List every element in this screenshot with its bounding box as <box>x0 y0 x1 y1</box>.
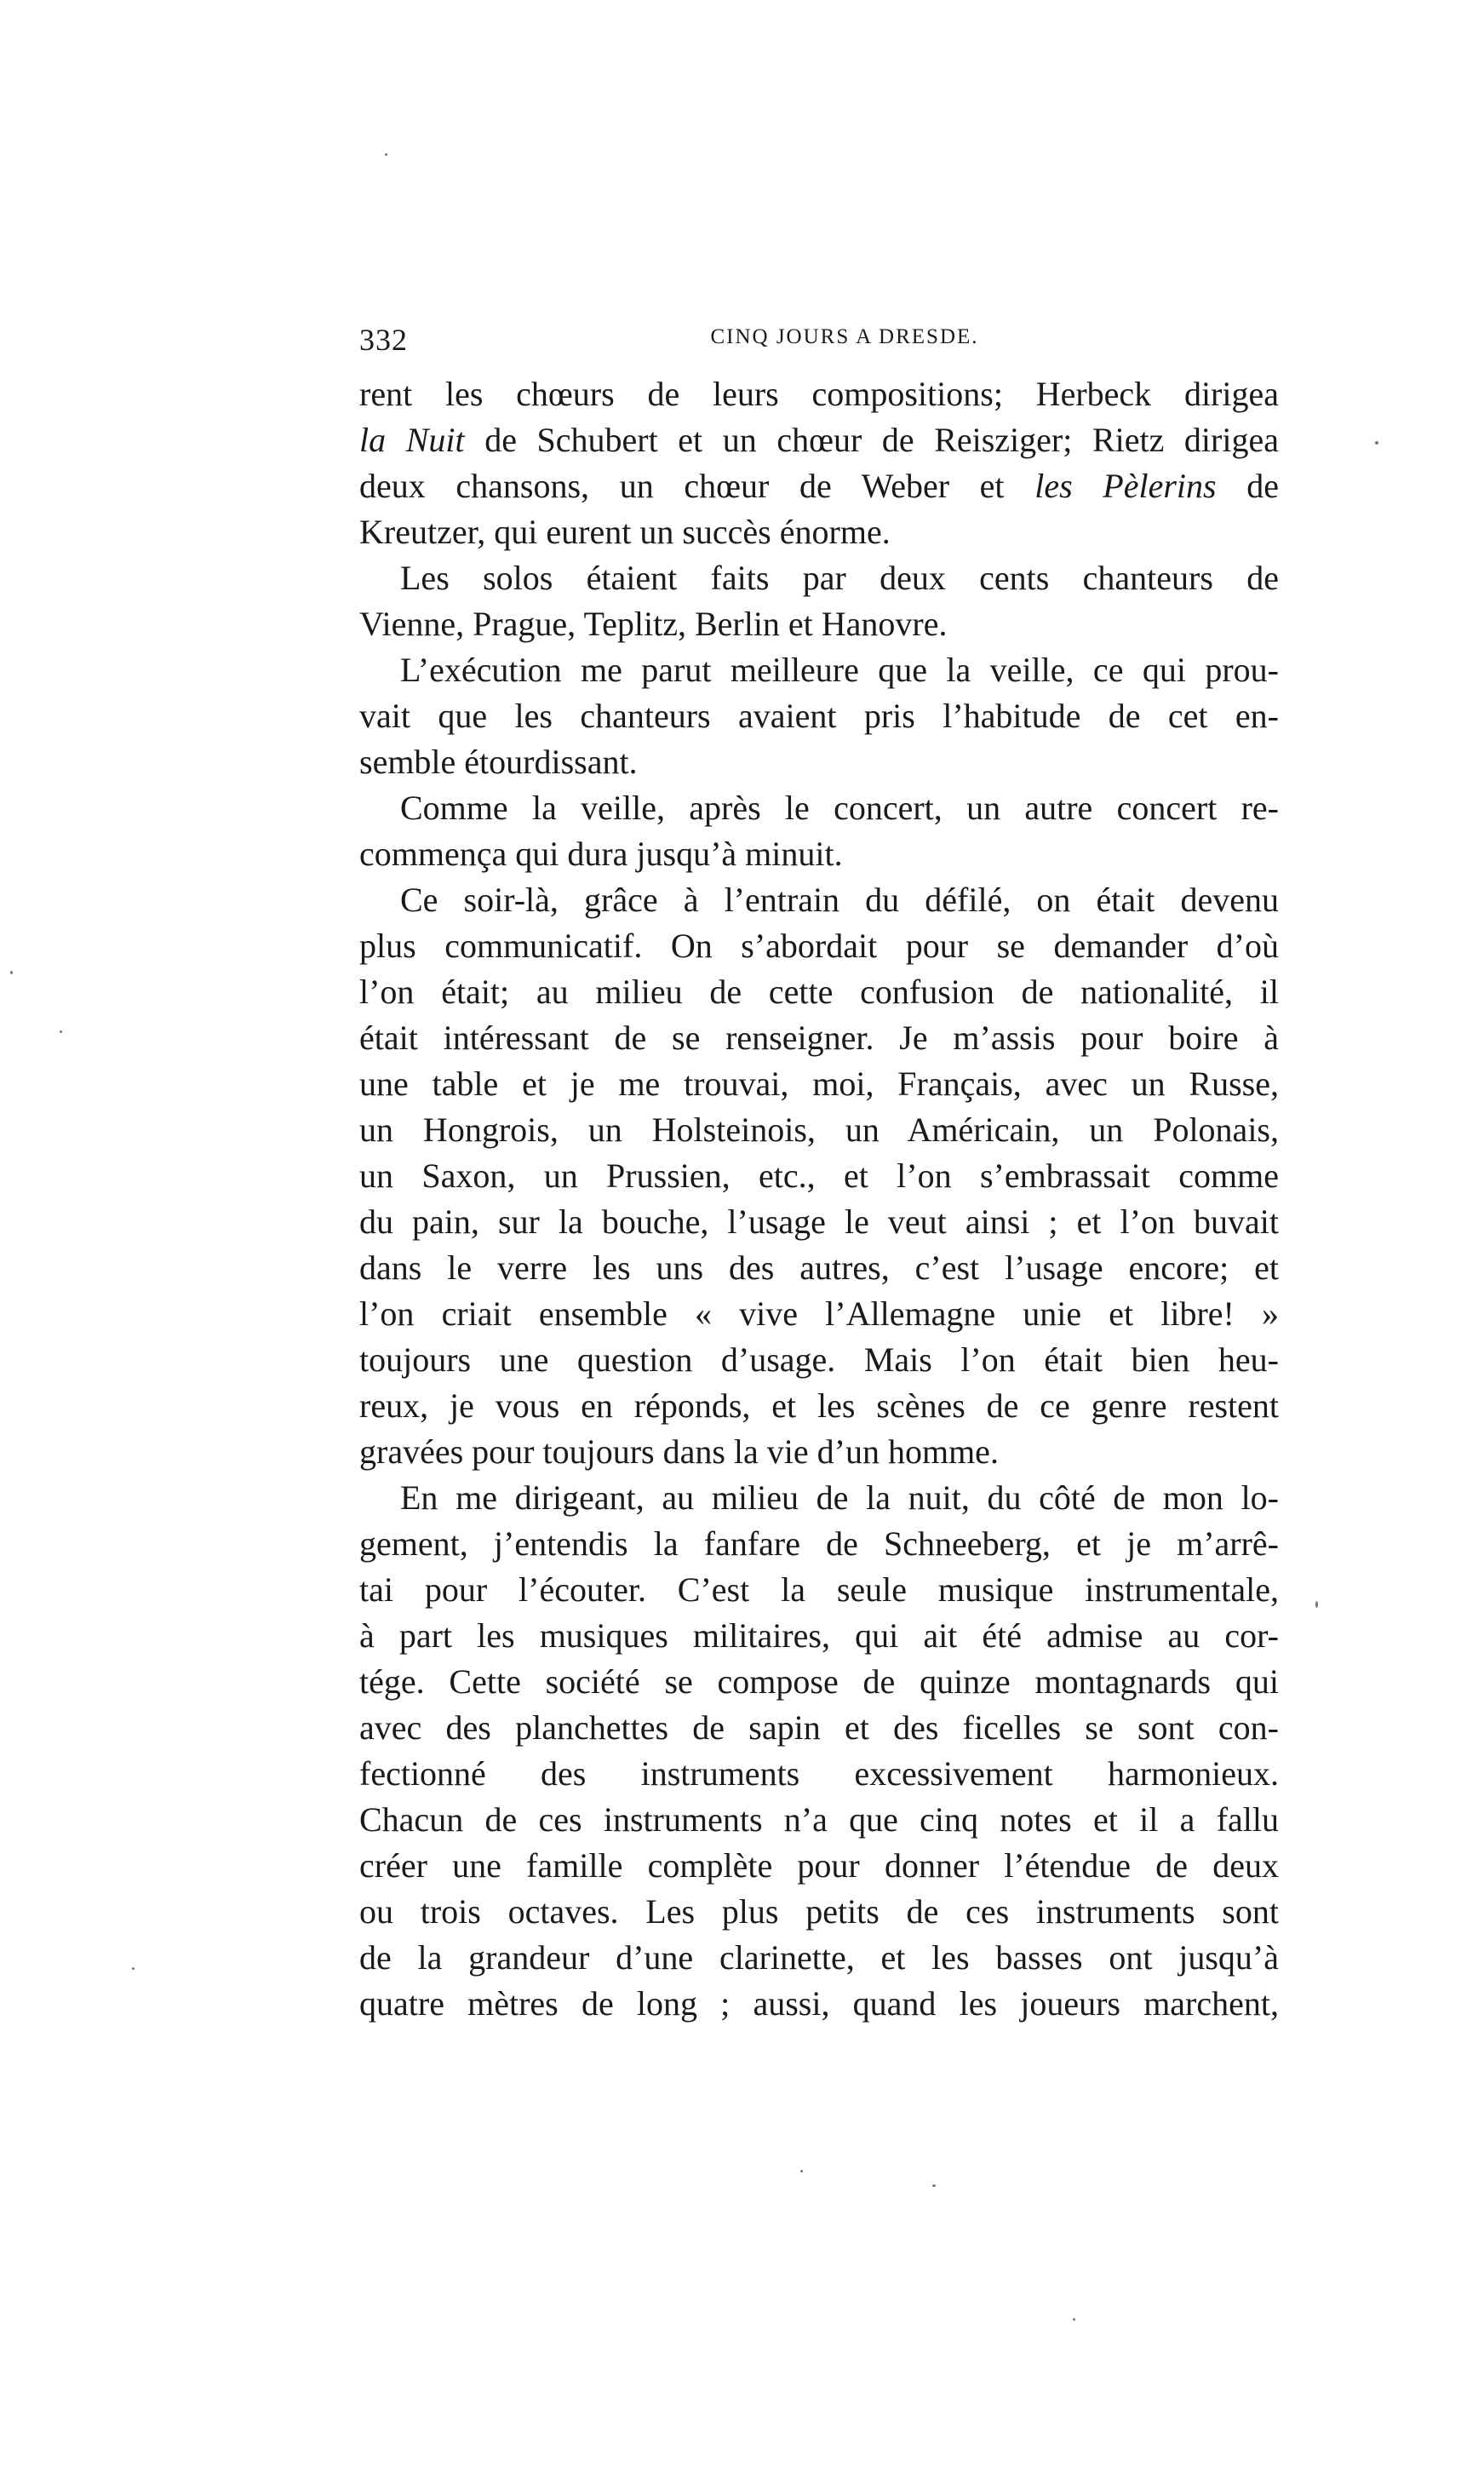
text-line: ou trois octaves. Les plus petits de ces instruments sont <box>359 1892 1279 1931</box>
text-line: du pain, sur la bouche, l’usage le veut ainsi ; et l’on buvait <box>359 1202 1279 1241</box>
text-line: dans le verre les uns des autres, c’est l’usage encore; et <box>359 1248 1279 1287</box>
body-text <box>359 371 1279 2027</box>
scan-speck <box>932 2184 936 2187</box>
text-line: rent les chœurs de leurs compositions; Herbeck dirigea <box>359 375 1279 413</box>
text-line: reux, je vous en réponds, et les scènes de ce genre restent <box>359 1386 1279 1425</box>
text-line: plus communicatif. On s’abordait pour se demander d’où <box>359 927 1279 965</box>
scan-speck <box>1315 1601 1318 1608</box>
text-line: vait que les chanteurs avaient pris l’habitude de cet en- <box>359 697 1279 735</box>
scan-speck <box>1073 2318 1075 2321</box>
text-line: Kreutzer, qui eurent un succès énorme. <box>359 513 891 551</box>
text-line: Vienne, Prague, Teplitz, Berlin et Hanovre. <box>359 605 948 643</box>
text-line: était intéressant de se renseigner. Je m’assis pour boire à <box>359 1019 1279 1057</box>
text-line: tége. Cette société se compose de quinze montagnards qui <box>359 1662 1279 1701</box>
text-line: créer une famille complète pour donner l’étendue de deux <box>359 1846 1279 1885</box>
text-line: fectionné des instruments excessivement harmonieux. <box>359 1754 1279 1793</box>
scan-speck <box>385 153 387 156</box>
page-header <box>359 322 1279 364</box>
text-line: En me dirigeant, au milieu de la nuit, du côté de mon lo- <box>400 1478 1279 1517</box>
italic-title: la Nuit <box>359 421 465 459</box>
text-line: gement, j’entendis la fanfare de Schneeberg, et je m’arrê- <box>359 1524 1279 1563</box>
text-line: commença qui dura jusqu’à minuit. <box>359 835 843 873</box>
text-line: gravées pour toujours dans la vie d’un homme. <box>359 1432 999 1471</box>
scan-speck <box>1375 441 1378 445</box>
scan-speck <box>800 2170 803 2172</box>
text-line: tai pour l’écouter. C’est la seule musique instrumentale, <box>359 1570 1279 1609</box>
text-line <box>359 417 1279 463</box>
text-span: deux chansons, un chœur de Weber et <box>359 467 1035 505</box>
text-line: semble étourdissant. <box>359 743 638 781</box>
italic-title: les Pèlerins <box>1034 467 1217 505</box>
text-line: l’on était; au milieu de cette confusion de nationalité, il <box>359 973 1279 1011</box>
page-number: 332 <box>359 323 408 357</box>
text-line: L’exécution me parut meilleure que la veille, ce qui prou- <box>400 651 1279 689</box>
text-line: Ce soir-là, grâce à l’entrain du défilé, on était devenu <box>400 881 1279 919</box>
text-line: Comme la veille, après le concert, un autre concert re- <box>400 789 1279 827</box>
text-line <box>359 463 1279 509</box>
scan-speck <box>10 971 13 974</box>
text-line: de la grandeur d’une clarinette, et les basses ont jusqu’à <box>359 1938 1279 1977</box>
text-line: Les solos étaient faits par deux cents chanteurs de <box>400 559 1279 597</box>
scan-speck <box>60 1030 62 1033</box>
text-line: avec des planchettes de sapin et des ficelles se sont con- <box>359 1708 1279 1747</box>
text-line: une table et je me trouvai, moi, Français, avec un Russe, <box>359 1065 1279 1103</box>
text-line: à part les musiques militaires, qui ait été admise au cor- <box>359 1616 1279 1655</box>
text-line: un Saxon, un Prussien, etc., et l’on s’embrassait comme <box>359 1157 1279 1195</box>
text-line: un Hongrois, un Holsteinois, un Américain, un Polonais, <box>359 1111 1279 1149</box>
text-span: de Schubert et un chœur de Reisziger; Rietz dirigea <box>464 421 1279 459</box>
text-line: toujours une question d’usage. Mais l’on était bien heu- <box>359 1340 1279 1379</box>
text-line: Chacun de ces instruments n’a que cinq notes et il a fallu <box>359 1800 1279 1839</box>
text-line: l’on criait ensemble « vive l’Allemagne unie et libre! » <box>359 1294 1279 1333</box>
text-span: de <box>1216 467 1279 505</box>
scan-speck <box>132 1967 135 1970</box>
text-line: quatre mètres de long ; aussi, quand les joueurs marchent, <box>359 1984 1279 2023</box>
running-title: CINQ JOURS A DRESDE. <box>710 325 979 348</box>
